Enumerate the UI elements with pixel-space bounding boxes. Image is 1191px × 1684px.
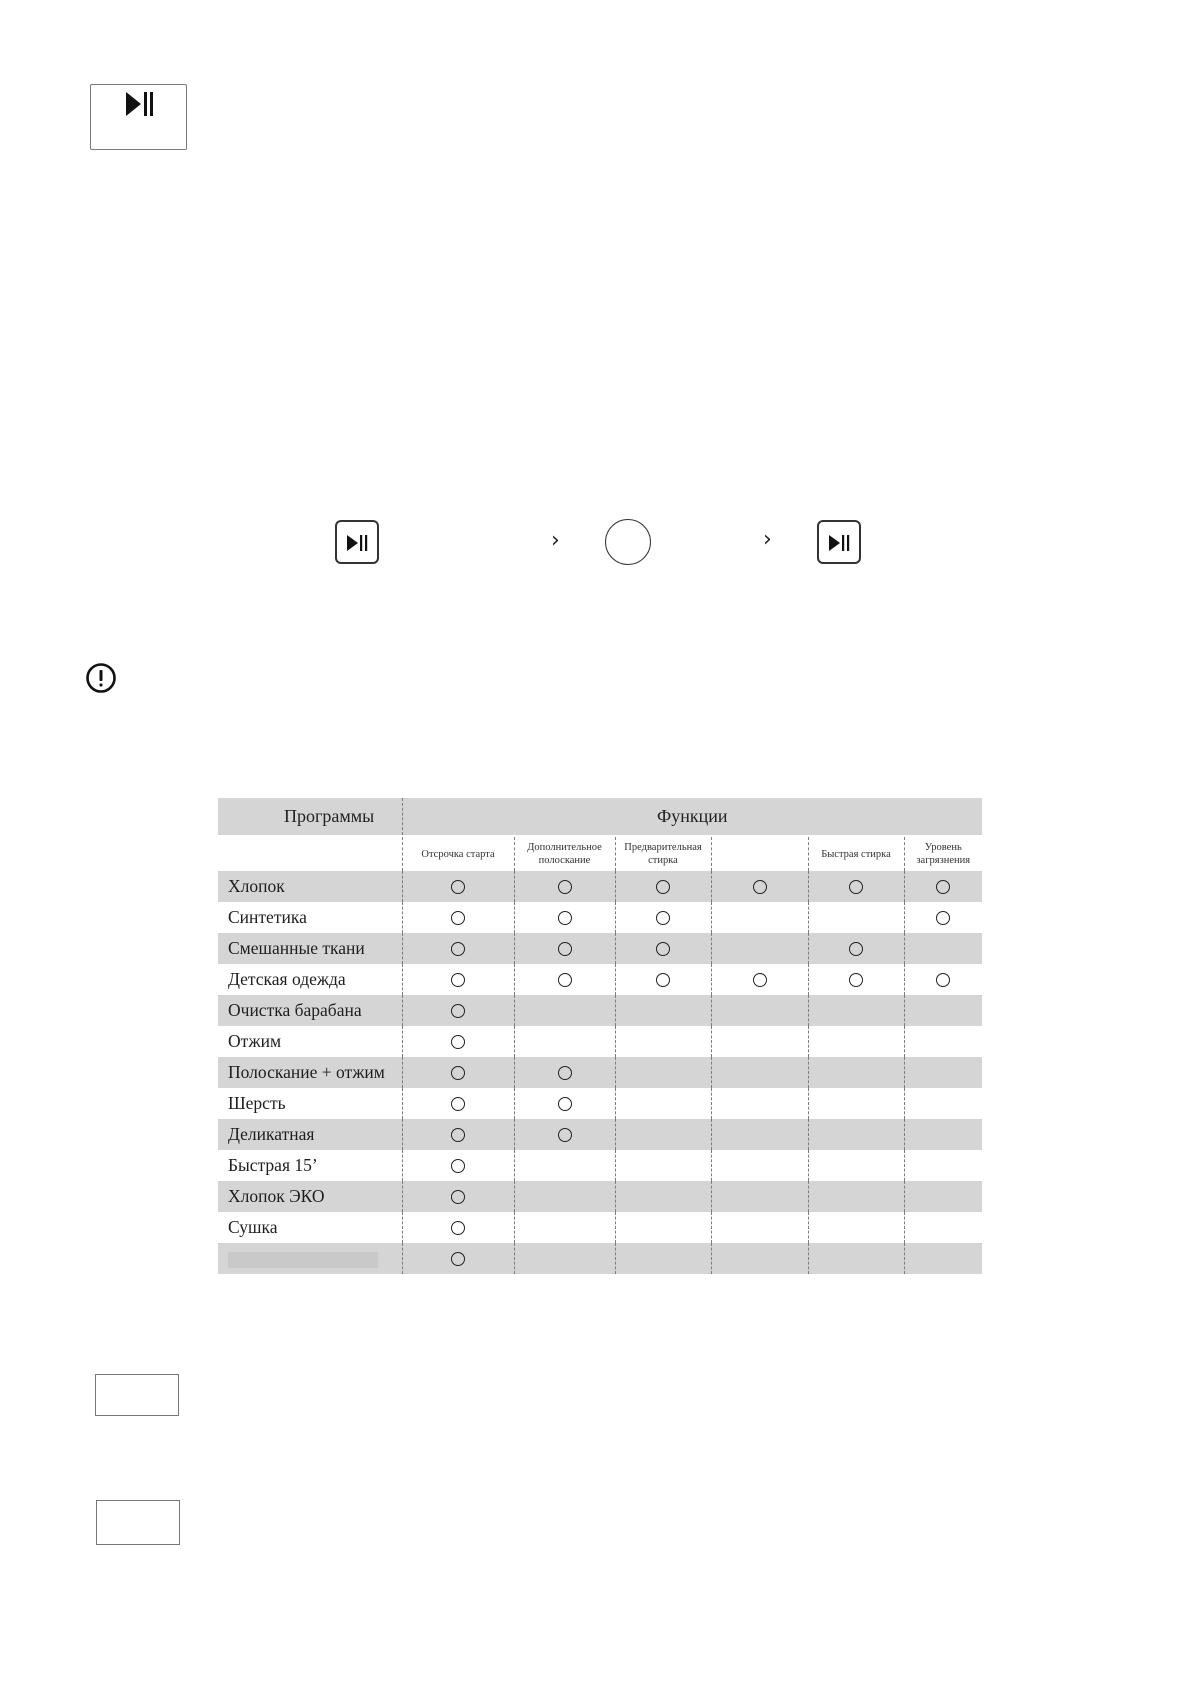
function-prewash: Предварительная стирка — [615, 836, 711, 871]
table-row — [218, 1119, 982, 1150]
available-circle-icon — [849, 942, 863, 956]
program-name: Быстрая 15’ — [228, 1155, 318, 1175]
function-cell — [808, 1026, 904, 1057]
function-cell — [514, 1243, 615, 1274]
program-name: Шерсть — [228, 1093, 286, 1113]
function-cell — [808, 1119, 904, 1150]
function-cell — [808, 1150, 904, 1181]
function-cell — [615, 1026, 711, 1057]
function-cell — [904, 1181, 982, 1212]
available-circle-icon — [558, 911, 572, 925]
available-circle-icon — [451, 1252, 465, 1266]
function-cell — [711, 1088, 808, 1119]
key-box — [95, 1374, 179, 1416]
available-circle-icon — [656, 880, 670, 894]
function-cell — [711, 1243, 808, 1274]
program-name: Полоскание + отжим — [218, 1057, 402, 1088]
function-extra-rinse: Дополнительное полоскание — [514, 836, 615, 871]
function-cell — [711, 1150, 808, 1181]
blank-program-label — [228, 1252, 378, 1268]
function-cell — [402, 1243, 514, 1274]
available-circle-icon — [558, 942, 572, 956]
function-cell — [711, 1057, 808, 1088]
available-circle-icon — [558, 1066, 572, 1080]
function-cell — [615, 1119, 711, 1150]
function-cell — [514, 1088, 615, 1119]
empty-header-cell — [218, 836, 402, 871]
program-name: Очистка барабана — [218, 995, 402, 1026]
function-cell — [402, 1150, 514, 1181]
play-pause-icon — [124, 91, 156, 117]
program-functions-table — [218, 798, 982, 1274]
table-row — [218, 1088, 982, 1119]
program-name — [218, 1243, 402, 1274]
function-cell — [808, 1057, 904, 1088]
table-row — [218, 1181, 982, 1212]
function-cell — [904, 995, 982, 1026]
function-cell — [402, 1026, 514, 1057]
function-cell — [615, 995, 711, 1026]
available-circle-icon — [936, 911, 950, 925]
function-cell — [615, 1181, 711, 1212]
function-cell — [904, 1057, 982, 1088]
function-cell — [711, 933, 808, 964]
function-cell — [402, 1119, 514, 1150]
program-name: Хлопок ЭКО — [218, 1181, 402, 1212]
program-name: Синтетика — [228, 907, 307, 927]
chevron-right-icon: › — [551, 528, 560, 553]
available-circle-icon — [558, 973, 572, 987]
function-cell — [615, 1057, 711, 1088]
function-quick-wash: Быстрая стирка — [808, 836, 904, 871]
function-cell — [615, 1150, 711, 1181]
function-cell — [808, 902, 904, 933]
available-circle-icon — [753, 880, 767, 894]
play-pause-icon — [346, 534, 370, 552]
available-circle-icon — [451, 911, 465, 925]
available-circle-icon — [656, 942, 670, 956]
function-cell — [402, 1181, 514, 1212]
function-cell — [904, 902, 982, 933]
function-cell — [711, 902, 808, 933]
function-cell — [514, 902, 615, 933]
function-cell — [615, 902, 711, 933]
function-cell — [711, 1026, 808, 1057]
function-cell — [904, 1212, 982, 1243]
function-cell — [514, 1119, 615, 1150]
function-cell — [514, 1026, 615, 1057]
function-cell — [615, 1212, 711, 1243]
table-row — [218, 1057, 982, 1088]
available-circle-icon — [558, 880, 572, 894]
function-cell — [711, 995, 808, 1026]
available-circle-icon — [656, 911, 670, 925]
table-row — [218, 1026, 982, 1057]
function-cell — [402, 964, 514, 995]
available-circle-icon — [558, 1128, 572, 1142]
function-cell — [808, 871, 904, 902]
function-cell — [904, 1026, 982, 1057]
function-cell — [402, 995, 514, 1026]
function-cell — [402, 1057, 514, 1088]
function-cell — [904, 1150, 982, 1181]
function-cell — [615, 1243, 711, 1274]
function-cell — [904, 1119, 982, 1150]
function-delay-start: Отсрочка старта — [402, 836, 514, 871]
key-box — [96, 1500, 180, 1545]
available-circle-icon — [451, 1035, 465, 1049]
function-cell — [615, 1088, 711, 1119]
table-row — [218, 1243, 982, 1274]
function-cell — [514, 1150, 615, 1181]
exclamation-circle-icon — [85, 662, 117, 699]
function-unlabeled — [711, 836, 808, 871]
function-cell — [514, 1181, 615, 1212]
available-circle-icon — [849, 880, 863, 894]
function-cell — [711, 1181, 808, 1212]
available-circle-icon — [936, 973, 950, 987]
function-cell — [514, 871, 615, 902]
available-circle-icon — [849, 973, 863, 987]
function-cell — [514, 1057, 615, 1088]
chevron-right-icon: › — [763, 527, 772, 552]
function-cell — [402, 933, 514, 964]
available-circle-icon — [451, 880, 465, 894]
available-circle-icon — [451, 973, 465, 987]
function-cell — [514, 995, 615, 1026]
function-cell — [711, 964, 808, 995]
function-cell — [904, 871, 982, 902]
table-row — [218, 871, 982, 902]
table-row — [218, 933, 982, 964]
function-cell — [904, 1088, 982, 1119]
function-cell — [615, 933, 711, 964]
function-names-row — [218, 836, 982, 871]
function-cell — [402, 902, 514, 933]
programs-header: Программы — [218, 798, 402, 836]
function-cell — [808, 995, 904, 1026]
function-cell — [904, 933, 982, 964]
table-row — [218, 1150, 982, 1181]
program-name: Сушка — [228, 1217, 278, 1237]
available-circle-icon — [451, 1159, 465, 1173]
available-circle-icon — [451, 1221, 465, 1235]
available-circle-icon — [558, 1097, 572, 1111]
table-row — [218, 902, 982, 933]
available-circle-icon — [451, 1004, 465, 1018]
available-circle-icon — [753, 973, 767, 987]
table-row — [218, 1212, 982, 1243]
function-cell — [402, 1212, 514, 1243]
function-cell — [711, 1119, 808, 1150]
available-circle-icon — [451, 1190, 465, 1204]
function-cell — [402, 1088, 514, 1119]
function-cell — [808, 1212, 904, 1243]
available-circle-icon — [451, 1128, 465, 1142]
program-name: Хлопок — [218, 871, 402, 902]
function-cell — [711, 1212, 808, 1243]
function-cell — [808, 933, 904, 964]
available-circle-icon — [451, 1066, 465, 1080]
program-name: Деликатная — [218, 1119, 402, 1150]
available-circle-icon — [656, 973, 670, 987]
available-circle-icon — [451, 1097, 465, 1111]
start-pause-key-step3 — [817, 520, 861, 564]
function-cell — [615, 964, 711, 995]
program-name: Смешанные ткани — [218, 933, 402, 964]
program-name: Отжим — [228, 1031, 282, 1051]
start-pause-key — [90, 84, 187, 150]
function-cell — [514, 964, 615, 995]
table-row — [218, 964, 982, 995]
table-row — [218, 995, 982, 1026]
function-cell — [514, 933, 615, 964]
function-cell — [904, 1243, 982, 1274]
available-circle-icon — [451, 942, 465, 956]
play-pause-icon — [828, 534, 852, 552]
function-cell — [402, 871, 514, 902]
function-cell — [808, 964, 904, 995]
available-circle-icon — [936, 880, 950, 894]
function-cell — [808, 1181, 904, 1212]
program-name: Детская одежда — [228, 969, 346, 989]
function-soil-level: Уровень загрязнения — [904, 836, 982, 871]
function-cell — [711, 871, 808, 902]
function-cell — [808, 1088, 904, 1119]
function-cell — [808, 1243, 904, 1274]
function-cell — [615, 871, 711, 902]
functions-header: Функции — [402, 798, 982, 836]
start-pause-key-step1 — [335, 520, 379, 564]
function-cell — [514, 1212, 615, 1243]
table-header-row — [218, 798, 982, 836]
round-button-icon — [605, 519, 651, 565]
function-cell — [904, 964, 982, 995]
